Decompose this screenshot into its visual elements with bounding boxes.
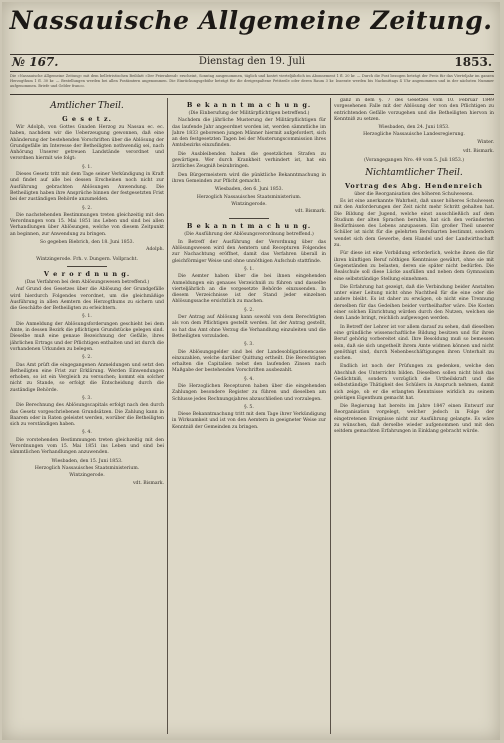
section-title-nonofficial: Nichtamtlicher Theil. (365, 167, 463, 178)
article-paragraph: Die Ausbleibenden haben die gesetzlichen Strafen zu gewärtigen. Wer durch Krankheit verhindert ist, hat ein ärztliches Zeugniß beizubringen. (172, 151, 326, 170)
article-paragraph: Endlich ist noch der Prüfungen zu gedenken, welche den Abschluß des Unterrichts bilden. Dieselben sollen nicht bloß das Gedächtniß, sondern vorzüglich die Urtheilskraft und die selbstständige Thätigkeit des Schülers in Anspruch nehmen, damit sich zeige, ob er die erlangten Kenntnisse wirklich zu seinem geistigen Eigenthum gemacht hat. (334, 364, 494, 401)
article-paragraph: Die Erfahrung hat gezeigt, daß die Verbindung beider Anstalten unter einer Leitung nicht ohne Nachtheil für die eine oder die andere bleibt. Es ist daher zu erwägen, ob nicht eine Trennung derselben für das Gedeihen beider vortheilhafter wäre. Die Kosten einer solchen Einrichtung würden durch den Nutzen, welchen sie dem Lande bringt, reichlich aufgewogen werden. (334, 284, 494, 322)
article-subheading: über die Reorganisation des höheren Schulwesens. (354, 191, 474, 197)
ministry: Herzoglich Nassauisches Staatsministerium. (196, 194, 302, 200)
article-heading: V e r o r d n u n g. (43, 269, 131, 278)
article-paragraph: Die Aemter haben über die bei ihnen eingehenden Anmeldungen ein genaues Verzeichniß zu führen und dasselbe vierteljährlich an die vorgesetzte Behörde einzusenden. In diesem Verzeichnisse ist der Stand jeder einzelnen Ablösungssache ersichtlich zu machen. (172, 274, 326, 305)
reference-note: (Vorangegangen Nro. 49 vom 5. Juli 1853.) (363, 158, 464, 164)
article-paragraph: Wir Adolph, von Gottes Gnaden Herzog zu Nassau ec. ec. haben, nachdem wir die Ueberzeugung gewonnen, daß eine Abänderung der bestehenden Vorschriften über die Ablösung der Grundgefälle im Interesse der Betheiligten nothwendig sei, nach Anhörung Unserer getreuen Landstände verordnet und verordnen hiermit wie folgt: (10, 125, 164, 162)
article-paragraph: Die Ablösungsgelder sind bei der Landesobligationencasse einzuzahlen, welche darüber Quittung ertheilt. Die Berechtigten erhalten die Capitalien nebst den laufenden Zinsen nach Maßgabe der bestehenden Vorschriften ausbezahlt. (172, 349, 326, 374)
article-paragraph: Diese Bekanntmachung tritt mit dem Tage ihrer Verkündigung in Wirksamkeit und ist von den Aemtern in geeigneter Weise zur Kenntniß der Gemeinden zu bringen. (172, 412, 326, 430)
clerk: vdt. Bismark. (462, 149, 494, 155)
article-paragraph: Die Anmeldung der Ablösungsforderungen geschieht bei dem Amte, in dessen Bezirk die pflichtigen Grundstücke gelegen sind. Dieselbe muß eine genaue Bezeichnung der Gefälle, ihres jährlichen Ertrags und der Pflichtigen enthalten und ist durch die vorhandenen Urkunden zu belegen. (10, 321, 164, 352)
article-paragraph: Die Regierung hat bereits im Jahre 1847 einen Entwurf zur Reorganisation vorgelegt, welcher jedoch in Folge der eingetretenen Ereignisse nicht zur Ausführung gelangte. Es wäre zu wünschen, daß derselbe wieder aufgenommen und mit den seitdem gemachten Erfahrungen in Einklang gebracht würde. (334, 404, 494, 435)
paragraph-number: §. 1. (82, 164, 92, 170)
article-paragraph: Der Antrag auf Ablösung kann sowohl von dem Berechtigten als von dem Pflichtigen gestellt werden. Ist der Antrag gestellt, so hat das Amt ohne Verzug die Verhandlung einzuleiten und die Betheiligten vorzuladen. (172, 315, 326, 339)
masthead-title: Nassauische Allgemeine Zeitung. (9, 6, 493, 35)
paragraph-number: §. 2. (244, 307, 254, 313)
paragraph-number: §. 1. (244, 266, 254, 272)
ministry: Herzoglich Nassauisches Staatsministerium. (34, 465, 140, 471)
article-paragraph: Dieses Gesetz tritt mit dem Tage seiner Verkündigung in Kraft und findet auf alle bei dessen Erscheinen noch nicht zur Ausführung gebrachten Ablösungen Anwendung. Die Betheiligten haben ihre Ansprüche binnen der festgesetzten Frist bei der zuständigen Behörde anzumelden. (10, 172, 164, 203)
column-3 (334, 98, 494, 736)
subscription-notice: Die »Nassauische Allgemeine Zeitung« mit dem belletristischen Beiblatt »Der Feierabend« erscheint, Sonntag ausgenommen, täglich und kostet vierteljährlich im Abonnement 1 fl. 20 kr. — Durch die Post bezogen beträgt der Preis für das Vierteljahr im ganzen Herzogthum 1 fl. 30 kr. — Bestellungen werden bei allen Postämtern angenommen. Die Einrückungsgebühr beträgt für die dreigespaltene Petitzeile oder deren Raum 3 kr. Inserate werden bis Nachmittags 4 Uhr angenommen und in der nächsten Nummer aufgenommen. Briefe und Gelder franco. (10, 74, 494, 95)
issue-number: № 167. (12, 55, 59, 69)
column-rule (330, 98, 331, 734)
dateline (10, 54, 494, 72)
signing-place: So gegeben Biebrich, den 18. Juni 1853. (39, 240, 135, 246)
article-heading: B e k a n n t m a c h u n g. (186, 101, 312, 109)
article-heading: G e s e t z. (62, 115, 112, 123)
clerk: vdt. Bismark. (132, 480, 164, 486)
paragraph-number: §. 3. (82, 395, 92, 401)
paragraph-number: §. 5. (244, 404, 254, 410)
article-paragraph: Die nachstehenden Bestimmungen treten gleichzeitig mit den Verordnungen vom 15. Mai 1851 ins Leben und sind bei allen Verhandlungen über Ablösungen, welche von diesem Zeitpunkt an beginnen, zur Anwendung zu bringen. (10, 212, 164, 237)
article-subheading: (Die Ausführung der Ablösungsverordnung betreffend.) (184, 232, 314, 238)
section-title-official: Amtlicher Theil. (50, 101, 124, 111)
article-paragraph: ganz in dem §. 7 des Gesetzes vom 10. Februar 1849 vorgesehenen Falle mit der Ablösung der von den Pflichtigen zu entrichtenden Gefälle vorzugehen und die Betheiligten hiervon in Kenntniß zu setzen. (334, 98, 494, 122)
signer: Adolph. (146, 247, 164, 253)
paragraph-number: §. 4. (82, 430, 92, 436)
issue-date: Dienstag den 19. Juli (198, 56, 306, 67)
article-heading: B e k a n n t m a c h u n g. (186, 222, 312, 231)
column-rule (167, 98, 168, 734)
minister: Wintzingerode. (69, 473, 105, 479)
signing-place: Wiesbaden, den 15. Juni 1853. (51, 458, 123, 464)
signing-place: Wiesbaden, den 24. Juni 1853. (378, 125, 450, 131)
divider (67, 266, 107, 267)
paragraph-number: §. 4. (244, 376, 254, 382)
clerk: vdt. Bismark. (294, 209, 326, 215)
countersignatures: Wintzingerode. Frh. v. Dungern. Vollpracht. (36, 256, 138, 262)
article-paragraph: In Betreff der Ausführung der Verordnung über das Ablösungswesen wird den Aemtern und Recepturen Folgendes zur Nachachtung eröffnet, damit das Verfahren überall in gleichförmiger Weise und ohne unnöthigen Aufschub stattfinde. (172, 239, 326, 264)
minister: Wintzingerode. (231, 201, 267, 207)
article-subheading: (Die Einberufung der Militärpflichtigen betreffend.) (188, 111, 310, 116)
divider (229, 218, 269, 219)
article-subheading: (Das Verfahren bei dem Ablösungswesen betreffend.) (24, 279, 150, 285)
issue-year: 1853. (454, 55, 492, 69)
article-paragraph: Es ist eine anerkannte Wahrheit, daß unser höheres Schulwesen mit den Anforderungen der Zeit nicht mehr Schritt gehalten hat. Die Bildung der Jugend, welche einst ausschließlich auf dem Studium der alten Sprachen beruhte, hat sich den veränderten Bedürfnissen des Lebens anzupassen. Ein großer Theil unserer Schüler ist nicht für die gelehrten Berufsarten bestimmt, sondern wendet sich dem Gewerbe, dem Handel und der Landwirthschaft zu. (334, 198, 494, 249)
column-2 (172, 98, 326, 736)
article-heading: Vortrag des Abg. Hendenreich (344, 181, 484, 190)
column-1 (10, 98, 164, 736)
article-paragraph: Den Bürgermeistern wird die pünktliche Bekanntmachung in ihren Gemeinden zur Pflicht gemacht. (172, 172, 326, 184)
signing-place: Wiesbaden, den 6. Juni 1853. (214, 187, 284, 193)
article-paragraph: In Betreff der Lehrer ist vor allem darauf zu sehen, daß dieselben eine gründliche wissenschaftliche Bildung besitzen und für ihren Beruf gehörig vorbereitet sind. Ihre Besoldung muß so bemessen sein, daß sie sich ungetheilt ihrem Amte widmen können und nicht genöthigt sind, durch Nebenbeschäftigungen ihren Unterhalt zu suchen. (334, 324, 494, 362)
article-paragraph: Das Amt prüft die eingegangenen Anmeldungen und setzt den Betheiligten eine Frist zur Erklärung. Werden Einwendungen erhoben, so ist ein Vergleich zu versuchen; kommt ein solcher nicht zu Stande, so erfolgt die Entscheidung durch die zuständige Behörde. (10, 362, 164, 393)
newspaper-page (2, 2, 500, 740)
article-paragraph: Für diese ist eine Vorbildung erforderlich, welche ihnen die für ihren künftigen Beruf nöthigen Kenntnisse gewährt, ohne sie mit Gegenständen zu belasten, deren sie später nicht bedürfen. Die Realschule soll diese Lücke ausfüllen und neben dem Gymnasium eine selbstständige Stellung einnehmen. (334, 251, 494, 282)
paragraph-number: §. 1. (82, 314, 92, 320)
paragraph-number: §. 2. (82, 205, 92, 211)
article-paragraph: Die vorstehenden Bestimmungen treten gleichzeitig mit den Verordnungen vom 15. Mai 1851 ins Leben und sind bei sämmtlichen Verhandlungen anzuwenden. (10, 437, 164, 456)
paragraph-number: §. 2. (82, 355, 92, 361)
minister: Winter. (477, 139, 494, 145)
article-paragraph: Auf Grund des Gesetzes über die Ablösung der Grundgefälle wird hierdurch Folgendes verordnet, um die gleichmäßige Ausführung in allen Aemtern des Herzogthums zu sichern und die Geschäfte der Betheiligten zu erleichtern. (10, 287, 164, 312)
article-paragraph: Nachdem die jährliche Musterung der Militärpflichtigen für das laufende Jahr angeordnet worden ist, werden sämmtliche im Jahre 1833 geborenen jungen Männer hiermit aufgefordert, sich an den festgesetzten Tagen bei der Musterungscommission ihres Amtsbezirks einzufinden. (172, 118, 326, 149)
paragraph-number: §. 3. (244, 342, 254, 348)
article-paragraph: Die Herzoglichen Recepturen haben über die eingehenden Zahlungen besondere Register zu führen und dieselben am Schlusse jedes Rechnungsjahres abzuschließen und vorzulegen. (172, 383, 326, 402)
article-paragraph: Die Berechnung des Ablösungscapitals erfolgt nach den durch das Gesetz vorgeschriebenen Grundsätzen. Die Zahlung kann in Baarem oder in Raten geleistet werden, worüber die Betheiligten sich zu verständigen haben. (10, 403, 164, 428)
ministry: Herzogliche Nassauische Landesregierung. (363, 132, 465, 138)
